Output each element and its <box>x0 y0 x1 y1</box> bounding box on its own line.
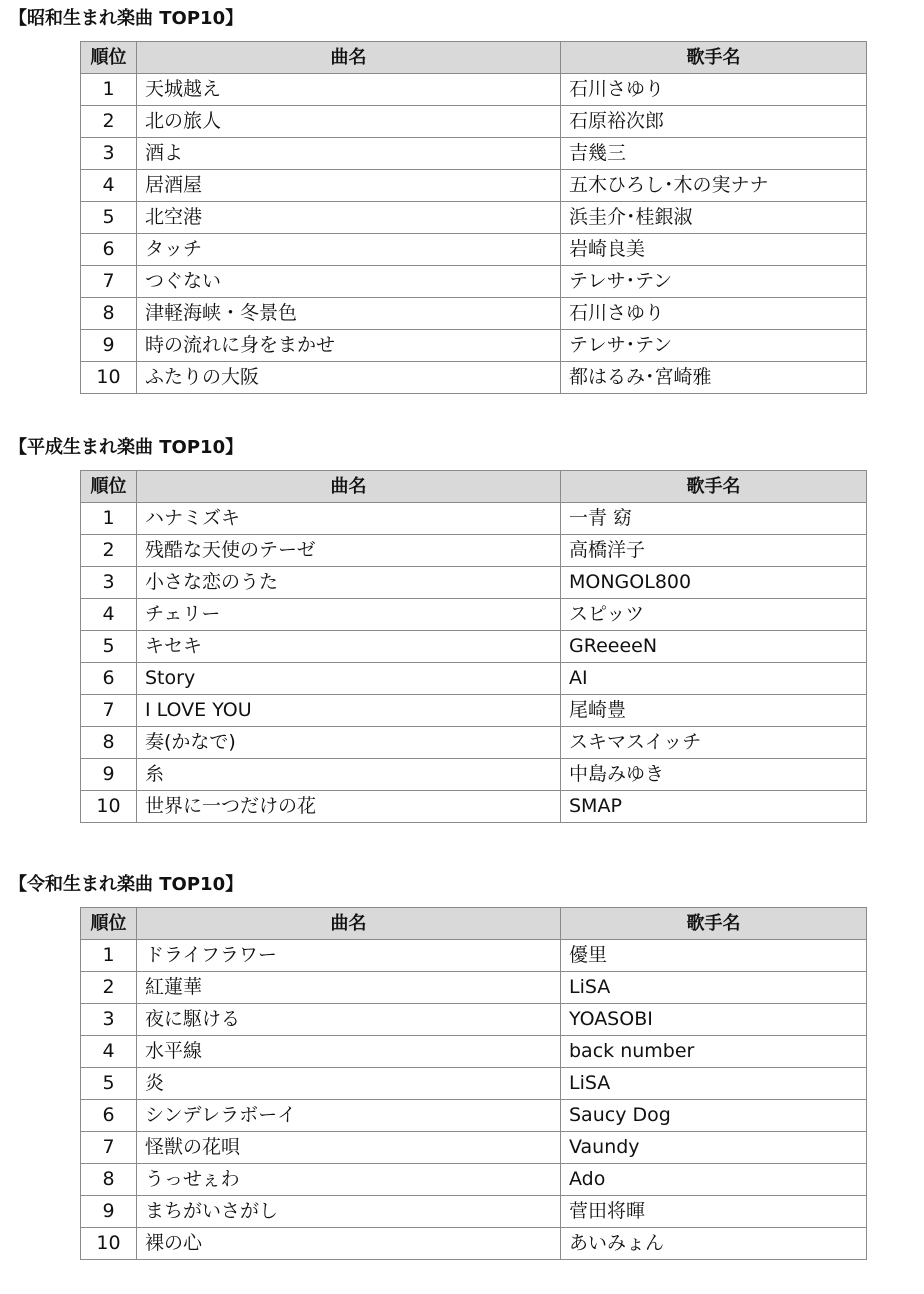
artist-cell: 中島みゆき <box>561 759 867 791</box>
song-cell: Story <box>137 663 561 695</box>
artist-cell: LiSA <box>561 1068 867 1100</box>
table-header-row <box>81 908 867 940</box>
rank-cell: 1 <box>81 940 137 972</box>
table-row <box>81 972 867 1004</box>
rank-cell: 6 <box>81 234 137 266</box>
rank-cell: 9 <box>81 759 137 791</box>
rank-cell: 10 <box>81 791 137 823</box>
table-row <box>81 535 867 567</box>
rank-cell: 3 <box>81 567 137 599</box>
artist-cell: 岩崎良美 <box>561 234 867 266</box>
song-cell: 北空港 <box>137 202 561 234</box>
table-row <box>81 940 867 972</box>
song-cell: 北の旅人 <box>137 106 561 138</box>
header-artist: 歌手名 <box>561 42 867 74</box>
song-cell: 糸 <box>137 759 561 791</box>
rank-cell: 9 <box>81 1196 137 1228</box>
artist-cell: MONGOL800 <box>561 567 867 599</box>
rank-cell: 2 <box>81 535 137 567</box>
song-cell: キセキ <box>137 631 561 663</box>
song-cell: 天城越え <box>137 74 561 106</box>
artist-cell: スピッツ <box>561 599 867 631</box>
rank-cell: 1 <box>81 503 137 535</box>
artist-cell: 吉幾三 <box>561 138 867 170</box>
artist-cell: Vaundy <box>561 1132 867 1164</box>
artist-cell: あいみょん <box>561 1228 867 1260</box>
artist-cell: 一青 窈 <box>561 503 867 535</box>
song-cell: シンデレラボーイ <box>137 1100 561 1132</box>
song-cell: タッチ <box>137 234 561 266</box>
rank-cell: 6 <box>81 1100 137 1132</box>
song-cell: 世界に一つだけの花 <box>137 791 561 823</box>
table-row <box>81 759 867 791</box>
table-row <box>81 74 867 106</box>
rank-cell: 7 <box>81 266 137 298</box>
header-artist: 歌手名 <box>561 471 867 503</box>
table-row <box>81 234 867 266</box>
rank-cell: 3 <box>81 138 137 170</box>
table-row <box>81 362 867 394</box>
song-cell: チェリー <box>137 599 561 631</box>
song-cell: 怪獣の花唄 <box>137 1132 561 1164</box>
table-row <box>81 1164 867 1196</box>
rank-cell: 4 <box>81 1036 137 1068</box>
table-row <box>81 1132 867 1164</box>
artist-cell: LiSA <box>561 972 867 1004</box>
table-header-row <box>81 471 867 503</box>
table-row <box>81 330 867 362</box>
artist-cell: back number <box>561 1036 867 1068</box>
table-row <box>81 1228 867 1260</box>
rank-cell: 8 <box>81 298 137 330</box>
rank-cell: 8 <box>81 727 137 759</box>
rank-cell: 4 <box>81 170 137 202</box>
table-row <box>81 727 867 759</box>
artist-cell: 五木ひろし･木の実ナナ <box>561 170 867 202</box>
rank-cell: 5 <box>81 1068 137 1100</box>
table-row <box>81 503 867 535</box>
table-row <box>81 695 867 727</box>
song-cell: 残酷な天使のテーゼ <box>137 535 561 567</box>
song-cell: つぐない <box>137 266 561 298</box>
artist-cell: テレサ･テン <box>561 330 867 362</box>
header-song: 曲名 <box>137 42 561 74</box>
table-row <box>81 631 867 663</box>
artist-cell: GReeeeN <box>561 631 867 663</box>
header-rank: 順位 <box>81 908 137 940</box>
song-cell: 水平線 <box>137 1036 561 1068</box>
section-title: 【平成生まれ楽曲 TOP10】 <box>9 437 244 458</box>
section-title: 【昭和生まれ楽曲 TOP10】 <box>9 8 244 29</box>
table-row <box>81 170 867 202</box>
rank-cell: 1 <box>81 74 137 106</box>
song-cell: 津軽海峡・冬景色 <box>137 298 561 330</box>
header-rank: 順位 <box>81 42 137 74</box>
song-cell: 時の流れに身をまかせ <box>137 330 561 362</box>
artist-cell: スキマスイッチ <box>561 727 867 759</box>
table-row <box>81 298 867 330</box>
header-artist: 歌手名 <box>561 908 867 940</box>
section-title: 【令和生まれ楽曲 TOP10】 <box>9 874 244 895</box>
song-cell: ふたりの大阪 <box>137 362 561 394</box>
artist-cell: 都はるみ･宮崎雅 <box>561 362 867 394</box>
artist-cell: 石川さゆり <box>561 298 867 330</box>
table-row <box>81 138 867 170</box>
table-row <box>81 1068 867 1100</box>
table-row <box>81 266 867 298</box>
ranking-table <box>80 470 867 823</box>
song-cell: 奏(かなで) <box>137 727 561 759</box>
table-row <box>81 567 867 599</box>
ranking-table <box>80 41 867 394</box>
artist-cell: テレサ･テン <box>561 266 867 298</box>
song-cell: 居酒屋 <box>137 170 561 202</box>
rank-cell: 2 <box>81 972 137 1004</box>
table-row <box>81 1196 867 1228</box>
artist-cell: Saucy Dog <box>561 1100 867 1132</box>
song-cell: 裸の心 <box>137 1228 561 1260</box>
artist-cell: 石川さゆり <box>561 74 867 106</box>
rank-cell: 3 <box>81 1004 137 1036</box>
song-cell: 紅蓮華 <box>137 972 561 1004</box>
header-song: 曲名 <box>137 471 561 503</box>
rank-cell: 6 <box>81 663 137 695</box>
table-row <box>81 1036 867 1068</box>
rank-cell: 2 <box>81 106 137 138</box>
rank-cell: 5 <box>81 202 137 234</box>
table-row <box>81 106 867 138</box>
artist-cell: 浜圭介･桂銀淑 <box>561 202 867 234</box>
song-cell: うっせぇわ <box>137 1164 561 1196</box>
song-cell: 酒よ <box>137 138 561 170</box>
artist-cell: 石原裕次郎 <box>561 106 867 138</box>
table-row <box>81 791 867 823</box>
song-cell: 炎 <box>137 1068 561 1100</box>
header-song: 曲名 <box>137 908 561 940</box>
artist-cell: YOASOBI <box>561 1004 867 1036</box>
rank-cell: 7 <box>81 695 137 727</box>
artist-cell: AI <box>561 663 867 695</box>
rank-cell: 4 <box>81 599 137 631</box>
song-cell: まちがいさがし <box>137 1196 561 1228</box>
artist-cell: 菅田将暉 <box>561 1196 867 1228</box>
rank-cell: 5 <box>81 631 137 663</box>
table-row <box>81 1004 867 1036</box>
song-cell: 小さな恋のうた <box>137 567 561 599</box>
table-row <box>81 1100 867 1132</box>
rank-cell: 8 <box>81 1164 137 1196</box>
table-row <box>81 202 867 234</box>
rank-cell: 10 <box>81 362 137 394</box>
artist-cell: 尾崎豊 <box>561 695 867 727</box>
ranking-table <box>80 907 867 1260</box>
table-header-row <box>81 42 867 74</box>
table-row <box>81 599 867 631</box>
table-row <box>81 663 867 695</box>
song-cell: 夜に駆ける <box>137 1004 561 1036</box>
artist-cell: 高橋洋子 <box>561 535 867 567</box>
song-cell: ハナミズキ <box>137 503 561 535</box>
artist-cell: Ado <box>561 1164 867 1196</box>
rank-cell: 9 <box>81 330 137 362</box>
header-rank: 順位 <box>81 471 137 503</box>
song-cell: ドライフラワー <box>137 940 561 972</box>
rank-cell: 10 <box>81 1228 137 1260</box>
rank-cell: 7 <box>81 1132 137 1164</box>
artist-cell: SMAP <box>561 791 867 823</box>
artist-cell: 優里 <box>561 940 867 972</box>
song-cell: I LOVE YOU <box>137 695 561 727</box>
